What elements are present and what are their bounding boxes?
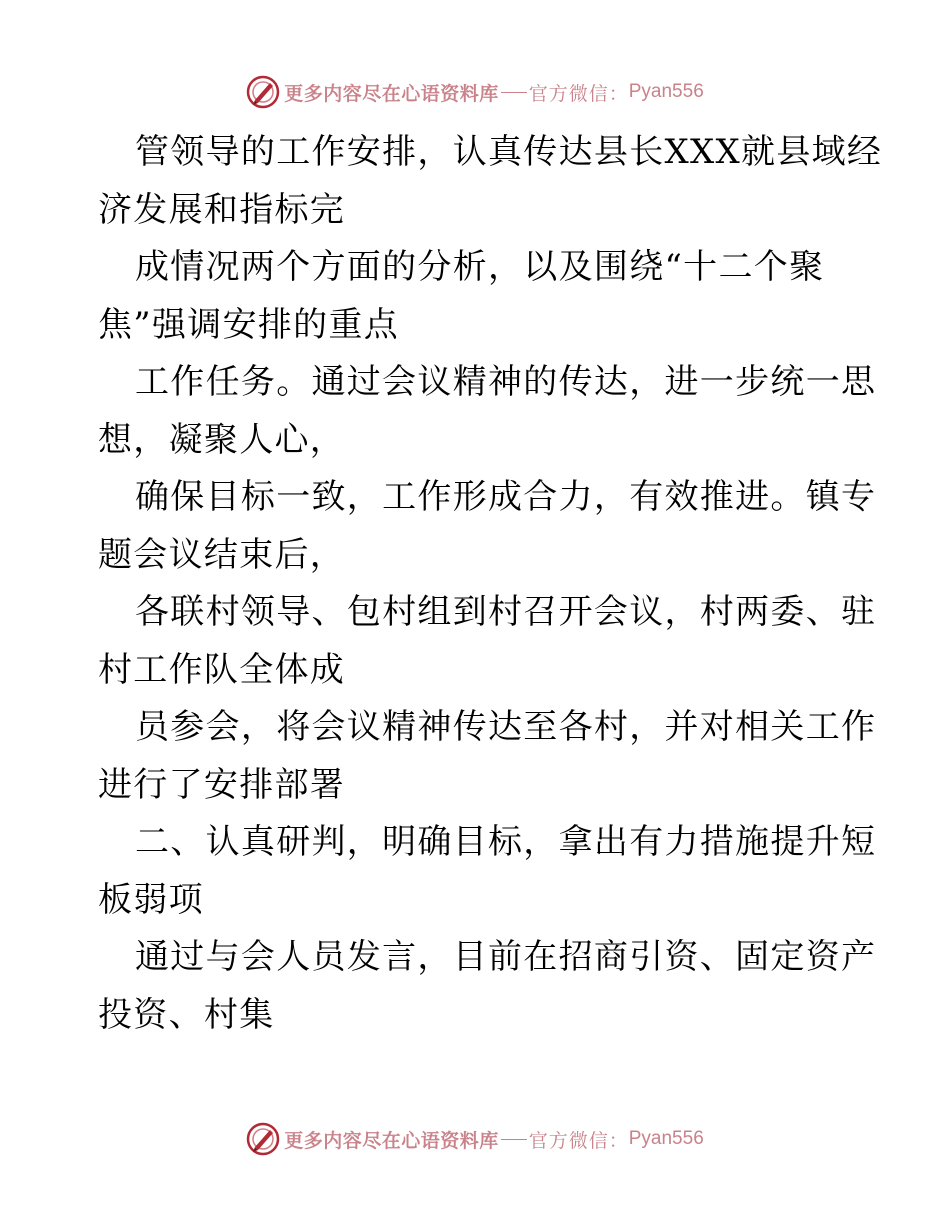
watermark-wechat-id: Pyan556 [628,81,704,102]
paragraph-line: 题会议结束后， [98,534,346,575]
pen-logo-icon [246,75,280,109]
paragraph-line: 通过与会人员发言，目前在招商引资、固定资产 [135,937,877,977]
paragraph-line: 进行了安排部署 [98,764,346,805]
paragraph-line: 焦”强调安排的重点 [98,304,400,345]
paragraph [98,124,883,239]
paragraph [98,584,877,699]
paragraph [98,469,877,584]
paragraph-line: 村工作队全体成 [98,649,346,690]
paragraph [98,239,858,354]
watermark-site-text: 更多内容尽在心语资料库 [284,1129,499,1152]
paragraph-line: 成情况两个方面的分析，以及围绕“十二个聚 [135,247,825,287]
paragraph [98,699,877,814]
watermark-dash [501,1139,527,1140]
paragraph-line: 员参会，将会议精神传达至各村，并对相关工作 [135,707,877,747]
pen-logo-icon [246,1122,280,1156]
watermark-dash [501,92,527,93]
watermark-site-text: 更多内容尽在心语资料库 [284,82,499,105]
header-watermark [0,72,950,112]
paragraph-line: 二、认真研判，明确目标，拿出有力措施提升短 [135,822,877,862]
footer-watermark [0,1119,950,1159]
paragraph-line: 想，凝聚人心， [98,419,346,460]
paragraph-line: 确保目标一致，工作形成合力，有效推进。镇专 [135,477,877,517]
paragraph-line: 板弱项 [98,879,204,920]
watermark-wechat-id: Pyan556 [628,1128,704,1149]
watermark-label: 官方微信： [528,82,629,105]
paragraph-line: 投资、村集 [98,994,275,1035]
paragraph-line: 管领导的工作安排，认真传达县长XXX就县域经 [135,132,883,172]
paragraph-line: 工作任务。通过会议精神的传达，进一步统一思 [135,362,877,402]
paragraph-line: 济发展和指标完 [98,189,346,230]
paragraph [98,929,877,1044]
section-heading [98,814,877,929]
paragraph-line: 各联村领导、包村组到村召开会议，村两委、驻 [135,592,877,632]
paragraph [98,354,877,469]
watermark-label: 官方微信： [528,1129,629,1152]
document-body [98,124,883,1044]
